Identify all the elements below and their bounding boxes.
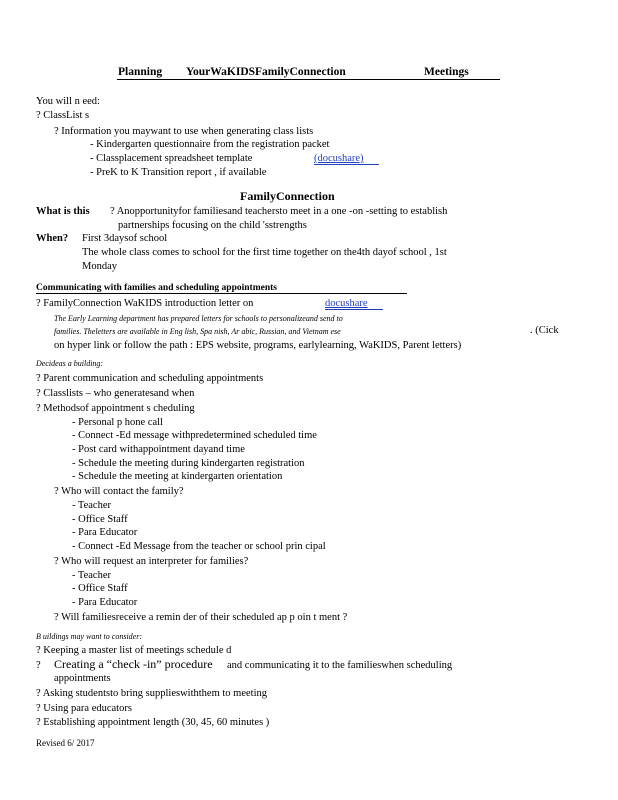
consider-asking: ? Asking studentsto bring supplieswiththem to meeting bbox=[36, 688, 267, 699]
need-heading: You will n eed: bbox=[36, 96, 100, 107]
need-information: ? Information you maywant to use when generating class lists bbox=[54, 126, 314, 137]
path-line: on hyper link or follow the path : EPS website, programs, earlylearning, WaKIDS, Parent letters) bbox=[54, 340, 462, 351]
method-item: - Schedule the meeting during kindergarten registration bbox=[72, 458, 305, 469]
what-line-2: partnerships focusing on the child 'sstrengths bbox=[118, 220, 307, 231]
contact-item: - Para Educator bbox=[72, 527, 138, 538]
docushare-letter-link-underline bbox=[325, 309, 383, 310]
interpreter-item: - Teacher bbox=[72, 570, 112, 581]
consider-establishing: ? Establishing appointment length (30, 45, 60 minutes ) bbox=[36, 717, 270, 728]
click-note: . (Cick bbox=[530, 325, 559, 336]
what-label: What is this bbox=[36, 206, 90, 217]
docushare-letter-link[interactable]: docushare bbox=[325, 298, 368, 309]
letters-italic-line-2: families. Theletters are available in Eng lish, Spa nish, Ar abic, Russian, and Vietnam ese bbox=[54, 327, 341, 336]
need-sub-prek: - PreK to K Transition report , if available bbox=[90, 167, 267, 178]
consider-checkin-bold: Creating a “check -in” procedure bbox=[54, 657, 213, 671]
method-item: - Connect -Ed message withpredetermined scheduled time bbox=[72, 430, 317, 441]
when-line-2: The whole class comes to school for the first time together on the4th dayof school , 1st bbox=[82, 247, 447, 258]
consider-keeping: ? Keeping a master list of meetings schedule d bbox=[36, 645, 232, 656]
contact-question: ? Who will contact the family? bbox=[54, 486, 184, 497]
building-item-parent: ? Parent communication and scheduling appointments bbox=[36, 373, 264, 384]
contact-item: - Office Staff bbox=[72, 514, 128, 525]
method-item: - Post card withappointment dayand time bbox=[72, 444, 245, 455]
interpreter-question: ? Who will request an interpreter for families? bbox=[54, 556, 249, 567]
reminder-question: ? Will familiesreceive a remin der of their scheduled ap p oin t ment ? bbox=[54, 612, 348, 623]
consider-using: ? Using para educators bbox=[36, 703, 132, 714]
building-item-classlists: ? Classlists – who generatesand when bbox=[36, 388, 195, 399]
title-meetings: Meetings bbox=[424, 66, 469, 78]
title-underline bbox=[117, 79, 500, 80]
contact-item: - Teacher bbox=[72, 500, 112, 511]
interpreter-item: - Para Educator bbox=[72, 597, 138, 608]
when-line-3: Monday bbox=[82, 261, 117, 272]
need-sub-classplacement: - Classplacement spreadsheet template bbox=[90, 153, 253, 164]
consider-checkin-line-2: appointments bbox=[54, 673, 111, 684]
interpreter-item: - Office Staff bbox=[72, 583, 128, 594]
docushare-link-underline bbox=[314, 164, 379, 165]
letters-italic-line-1: The Early Learning department has prepared letters for schools to personalizeand send to bbox=[54, 314, 343, 323]
method-item: - Personal p hone call bbox=[72, 417, 163, 428]
communicating-underline bbox=[36, 293, 407, 294]
familyconnection-heading: FamilyConnection bbox=[240, 189, 335, 203]
consider-heading: B uildings may want to consider: bbox=[36, 632, 142, 641]
contact-item: - Connect -Ed Message from the teacher or school prin cipal bbox=[72, 541, 326, 552]
building-item-methods: ? Methodsof appointment s cheduling bbox=[36, 403, 195, 414]
revised-date: Revised 6/ 2017 bbox=[36, 738, 95, 748]
communicating-heading: Communicating with families and scheduling appointments bbox=[36, 283, 277, 293]
familyconnection-letter-item: ? FamilyConnection WaKIDS introduction letter on bbox=[36, 298, 254, 309]
when-line-1: First 3daysof school bbox=[82, 233, 168, 244]
consider-checkin-bullet: ? bbox=[36, 660, 41, 671]
title-family-connection: YourWaKIDSFamilyConnection bbox=[186, 66, 346, 78]
building-heading: Decideas a building: bbox=[36, 359, 104, 368]
title-planning: Planning bbox=[118, 66, 163, 78]
what-line-1: ? Anopportunityfor familiesand teachersto meet in a one -on -setting to establish bbox=[110, 206, 448, 217]
method-item: - Schedule the meeting at kindergarten orientation bbox=[72, 471, 283, 482]
docushare-link[interactable]: (docushare) bbox=[314, 153, 364, 164]
consider-checkin-rest: and communicating it to the familieswhen scheduling bbox=[227, 660, 453, 671]
need-classlist: ? ClassList s bbox=[36, 110, 90, 121]
when-label: When? bbox=[36, 233, 69, 244]
need-sub-kindergarten: - Kindergarten questionnaire from the registration packet bbox=[90, 139, 330, 150]
